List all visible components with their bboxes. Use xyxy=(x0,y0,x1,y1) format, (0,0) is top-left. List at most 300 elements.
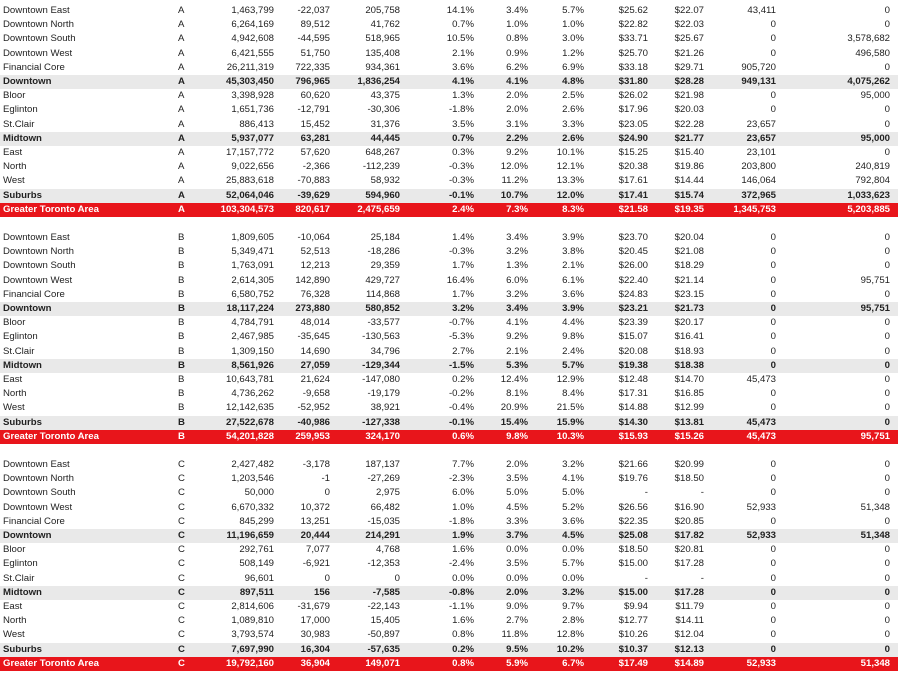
table-cell: 0.6% xyxy=(452,430,474,442)
table-cell: 20.9% xyxy=(500,402,528,414)
table-cell: $18.38 xyxy=(674,359,704,371)
table-cell: $22.07 xyxy=(674,5,704,16)
table-cell: 6.2% xyxy=(506,61,528,73)
table-cell: 0 xyxy=(770,459,776,470)
table-cell: 2,467,985 xyxy=(231,331,274,343)
table-cell: 7,077 xyxy=(305,544,330,556)
table-cell: 27,059 xyxy=(300,359,330,371)
table-cell: 31,376 xyxy=(370,118,400,130)
table-cell: $14.89 xyxy=(674,657,704,669)
table-cell: $25.08 xyxy=(618,530,648,541)
table-cell: 5,203,885 xyxy=(847,203,890,215)
table-cell: 54,201,828 xyxy=(225,430,274,442)
table-cell: 2.4% xyxy=(452,203,474,215)
table-cell: -2.3% xyxy=(448,473,474,485)
table-cell: B xyxy=(178,232,185,243)
table-cell: 214,291 xyxy=(365,530,400,541)
table-cell: -1.8% xyxy=(448,515,474,527)
table-cell: B xyxy=(178,388,185,400)
table-cell: $20.38 xyxy=(618,161,648,173)
table-cell: 3.9% xyxy=(562,232,584,243)
table-row xyxy=(0,245,898,259)
table-cell: 3.2% xyxy=(506,288,528,300)
table-cell: -0.1% xyxy=(448,416,474,428)
table-cell: 1.7% xyxy=(452,288,474,300)
table-cell: 9,022,656 xyxy=(231,161,274,173)
table-cell: 0 xyxy=(324,572,330,584)
table-cell: 1.3% xyxy=(506,260,528,272)
table-cell: Financial Core xyxy=(3,288,65,300)
table-cell: West xyxy=(3,402,25,414)
table-cell: A xyxy=(178,147,185,158)
subtotal-row xyxy=(0,643,898,657)
table-cell: A xyxy=(178,19,185,31)
table-cell: $17.82 xyxy=(674,530,704,541)
table-cell: -147,080 xyxy=(362,374,400,385)
table-cell: 820,617 xyxy=(295,203,330,215)
table-cell: A xyxy=(178,175,185,187)
table-cell: -0.3% xyxy=(448,246,474,258)
table-cell: 0 xyxy=(770,104,776,116)
table-cell: 2.0% xyxy=(506,586,528,598)
table-cell: 4.4% xyxy=(562,317,584,329)
table-cell: $15.25 xyxy=(618,147,648,158)
subtotal-row xyxy=(0,302,898,316)
table-row xyxy=(0,274,898,288)
table-cell: 0 xyxy=(884,104,890,116)
table-cell: 11,196,659 xyxy=(226,530,274,541)
table-cell: 51,348 xyxy=(860,657,890,669)
table-cell: 792,804 xyxy=(855,175,890,187)
table-cell: -30,306 xyxy=(367,104,400,116)
table-cell: 13,251 xyxy=(300,515,330,527)
table-cell: Greater Toronto Area xyxy=(3,657,99,669)
table-cell: 3.9% xyxy=(562,303,584,314)
table-cell: $17.41 xyxy=(618,189,648,201)
table-cell: 0 xyxy=(884,288,890,300)
table-cell: 9.8% xyxy=(506,430,528,442)
table-cell: 16,304 xyxy=(300,643,330,655)
table-cell: 2.4% xyxy=(562,345,584,357)
subtotal-row xyxy=(0,586,898,600)
table-cell: 0 xyxy=(884,544,890,556)
table-row xyxy=(0,345,898,359)
table-cell: 0 xyxy=(770,303,776,314)
table-cell: $15.93 xyxy=(618,430,648,442)
table-cell: $29.71 xyxy=(674,61,704,73)
table-cell: 9.0% xyxy=(506,601,528,612)
table-cell: -22,037 xyxy=(297,5,330,16)
table-cell: 25,184 xyxy=(370,232,400,243)
table-cell: 34,796 xyxy=(370,345,400,357)
table-cell: Downtown West xyxy=(3,274,73,286)
table-cell: B xyxy=(178,274,185,286)
table-cell: $19.76 xyxy=(618,473,648,485)
table-cell: $14.11 xyxy=(675,615,704,627)
table-cell: 5.2% xyxy=(562,501,584,513)
table-cell: $22.40 xyxy=(618,274,648,286)
table-cell: $15.74 xyxy=(674,189,704,201)
table-cell: C xyxy=(178,643,185,655)
table-cell: B xyxy=(178,260,185,272)
table-cell: 1,203,546 xyxy=(231,473,274,485)
table-cell: 0 xyxy=(770,629,776,641)
table-cell: -57,635 xyxy=(367,643,400,655)
table-cell: 15.4% xyxy=(500,416,528,428)
table-cell: 52,064,046 xyxy=(225,189,274,201)
table-cell: 45,473 xyxy=(746,430,776,442)
table-cell: Downtown East xyxy=(3,459,70,470)
table-cell: 1,836,254 xyxy=(357,76,400,87)
table-cell: 57,620 xyxy=(300,147,330,158)
table-cell: C xyxy=(178,601,185,612)
table-cell: 0 xyxy=(884,459,890,470)
table-cell: 12,213 xyxy=(300,260,330,272)
table-cell: 21,624 xyxy=(300,374,330,385)
table-cell: B xyxy=(178,402,185,414)
table-cell: 273,880 xyxy=(295,303,330,314)
table-cell: 0.0% xyxy=(506,572,528,584)
table-cell: 648,267 xyxy=(365,147,400,158)
table-cell: 66,482 xyxy=(370,501,400,513)
subtotal-row xyxy=(0,132,898,146)
table-cell: $21.26 xyxy=(674,47,704,59)
table-cell: North xyxy=(3,161,27,173)
table-cell: 63,281 xyxy=(300,132,330,144)
table-cell: St.Clair xyxy=(3,345,35,357)
table-cell: 2.7% xyxy=(506,615,528,627)
table-cell: B xyxy=(178,430,185,442)
table-cell: C xyxy=(178,487,185,499)
table-cell: -0.3% xyxy=(448,175,474,187)
subtotal-row xyxy=(0,189,898,203)
table-row xyxy=(0,557,898,571)
table-cell: 0.3% xyxy=(452,147,474,158)
table-cell: 6.9% xyxy=(562,61,584,73)
table-cell: 0 xyxy=(884,359,890,371)
table-cell: 103,304,573 xyxy=(220,203,274,215)
table-cell: 0 xyxy=(770,558,776,570)
table-cell: 518,965 xyxy=(365,33,400,45)
table-row xyxy=(0,458,898,472)
table-cell: 2.0% xyxy=(506,104,528,116)
table-cell: $16.90 xyxy=(674,501,704,513)
table-cell: 0 xyxy=(884,473,890,485)
table-cell: 8.3% xyxy=(562,203,584,215)
table-cell: Downtown South xyxy=(3,33,76,45)
table-cell: 0 xyxy=(770,331,776,343)
table-cell: Financial Core xyxy=(3,515,65,527)
table-cell: 0 xyxy=(770,33,776,45)
table-cell: 205,758 xyxy=(365,5,400,16)
table-cell: 0 xyxy=(884,586,890,598)
table-cell: 0 xyxy=(884,615,890,627)
table-cell: 0.8% xyxy=(506,33,528,45)
table-cell: 0.9% xyxy=(506,47,528,59)
table-cell: 203,800 xyxy=(741,161,776,173)
table-cell: 51,750 xyxy=(300,47,330,59)
table-cell: -15,035 xyxy=(367,515,400,527)
table-cell: $26.00 xyxy=(618,260,648,272)
table-cell: $25.70 xyxy=(618,47,648,59)
table-cell: $23.21 xyxy=(618,303,648,314)
table-cell: 5.3% xyxy=(506,359,528,371)
table-cell: C xyxy=(178,544,185,556)
table-cell: 45,473 xyxy=(746,416,776,428)
table-cell: 3.2% xyxy=(562,586,584,598)
table-cell: 10,643,781 xyxy=(225,374,274,385)
table-cell: Downtown xyxy=(3,530,52,541)
table-cell: $17.31 xyxy=(618,388,648,400)
table-cell: Downtown East xyxy=(3,5,70,16)
table-cell: 0 xyxy=(884,402,890,414)
table-cell: 7,697,990 xyxy=(231,643,274,655)
table-cell: -3,178 xyxy=(302,459,330,470)
table-cell: Greater Toronto Area xyxy=(3,430,99,442)
table-cell: Midtown xyxy=(3,586,42,598)
table-cell: 0 xyxy=(884,260,890,272)
table-cell: 27,522,678 xyxy=(225,416,274,428)
table-cell: $33.71 xyxy=(618,33,648,45)
table-cell: 1.0% xyxy=(506,19,528,31)
table-cell: C xyxy=(178,530,185,541)
table-cell: A xyxy=(178,33,185,45)
table-cell: 0 xyxy=(884,331,890,343)
table-cell: A xyxy=(178,203,185,215)
table-cell: 5.7% xyxy=(562,558,584,570)
table-cell: $14.70 xyxy=(674,374,704,385)
table-cell: $26.56 xyxy=(618,501,648,513)
table-cell: $17.28 xyxy=(674,586,704,598)
table-cell: 187,137 xyxy=(365,459,400,470)
table-cell: $10.26 xyxy=(618,629,648,641)
table-cell: 0 xyxy=(770,317,776,329)
table-cell: 934,361 xyxy=(365,61,400,73)
table-cell: 0 xyxy=(884,345,890,357)
table-cell: 25,883,618 xyxy=(225,175,274,187)
table-cell: -1 xyxy=(321,473,330,485)
table-cell: 19,792,160 xyxy=(225,657,274,669)
table-cell: -129,344 xyxy=(362,359,400,371)
table-cell: $12.77 xyxy=(618,615,648,627)
table-cell: 45,473 xyxy=(746,374,776,385)
table-cell: 4.8% xyxy=(562,76,584,87)
table-cell: $17.96 xyxy=(618,104,648,116)
table-cell: $14.30 xyxy=(618,416,648,428)
table-cell: 1,345,753 xyxy=(733,203,776,215)
table-cell: 3.5% xyxy=(506,473,528,485)
table-cell: 17,157,772 xyxy=(225,147,274,158)
table-cell: 1.2% xyxy=(562,47,584,59)
table-cell: 3.5% xyxy=(452,118,474,130)
table-cell: 0.8% xyxy=(452,657,474,669)
table-cell: 0 xyxy=(770,388,776,400)
table-row xyxy=(0,373,898,387)
table-cell: -7,585 xyxy=(372,586,400,598)
table-cell: $18.29 xyxy=(674,260,704,272)
table-row xyxy=(0,103,898,117)
table-cell: 60,620 xyxy=(300,90,330,102)
table-cell: 2,475,659 xyxy=(357,203,400,215)
table-cell: $21.73 xyxy=(674,303,704,314)
table-cell: -27,269 xyxy=(367,473,400,485)
table-cell: -6,921 xyxy=(302,558,330,570)
table-row xyxy=(0,614,898,628)
table-cell: B xyxy=(178,416,185,428)
table-cell: -9,658 xyxy=(302,388,330,400)
table-cell: Greater Toronto Area xyxy=(3,203,99,215)
table-cell: 2.5% xyxy=(562,90,584,102)
table-cell: 2.6% xyxy=(562,132,584,144)
table-row xyxy=(0,288,898,302)
table-cell: 95,751 xyxy=(860,274,890,286)
table-cell: 3,398,928 xyxy=(231,90,274,102)
table-cell: 9.2% xyxy=(506,147,528,158)
table-cell: 3.5% xyxy=(506,558,528,570)
table-cell: C xyxy=(178,629,185,641)
table-cell: -0.8% xyxy=(448,586,474,598)
table-cell: 0 xyxy=(770,515,776,527)
table-cell: 0 xyxy=(770,274,776,286)
table-cell: $12.99 xyxy=(674,402,704,414)
table-cell: 292,761 xyxy=(239,544,274,556)
table-cell: 14.1% xyxy=(446,5,474,16)
table-cell: 0 xyxy=(770,246,776,258)
table-cell: 96,601 xyxy=(244,572,274,584)
table-cell: $9.94 xyxy=(623,601,648,612)
table-cell: 45,303,450 xyxy=(225,76,274,87)
table-cell: $15.07 xyxy=(618,331,648,343)
table-cell: 3.4% xyxy=(506,232,528,243)
table-cell: 1,089,810 xyxy=(231,615,274,627)
table-cell: Suburbs xyxy=(3,643,42,655)
subtotal-row xyxy=(0,75,898,89)
table-cell: North xyxy=(3,388,27,400)
table-cell: $23.05 xyxy=(618,118,648,130)
table-cell: 4,768 xyxy=(375,544,400,556)
table-cell: 23,657 xyxy=(746,132,776,144)
table-row xyxy=(0,160,898,174)
table-cell: $24.83 xyxy=(618,288,648,300)
table-cell: 8,561,926 xyxy=(231,359,274,371)
table-cell: Suburbs xyxy=(3,416,42,428)
table-cell: 5.7% xyxy=(562,5,584,16)
table-cell: B xyxy=(178,359,185,371)
table-cell: -50,897 xyxy=(367,629,400,641)
table-cell: 949,131 xyxy=(741,76,776,87)
table-cell: $22.03 xyxy=(674,19,704,31)
table-cell: 4,736,262 xyxy=(231,388,274,400)
table-cell: 3.6% xyxy=(562,515,584,527)
table-cell: 0 xyxy=(884,246,890,258)
table-row xyxy=(0,146,898,160)
table-cell: 5.0% xyxy=(506,487,528,499)
table-cell: $20.85 xyxy=(674,515,704,527)
table-cell: -1.8% xyxy=(448,104,474,116)
table-row xyxy=(0,628,898,642)
table-cell: 17,000 xyxy=(300,615,330,627)
table-cell: 30,983 xyxy=(300,629,330,641)
table-cell: 1.9% xyxy=(452,530,474,541)
table-cell: 5.9% xyxy=(506,657,528,669)
table-cell: 6,670,332 xyxy=(231,501,274,513)
table-cell: 29,359 xyxy=(370,260,400,272)
table-cell: Downtown xyxy=(3,303,52,314)
table-cell: 95,751 xyxy=(860,303,890,314)
table-cell: 16.4% xyxy=(446,274,474,286)
table-cell: -35,645 xyxy=(297,331,330,343)
table-cell: 6.0% xyxy=(452,487,474,499)
table-cell: -1.1% xyxy=(448,601,474,612)
table-cell: $15.00 xyxy=(618,558,648,570)
table-cell: 0 xyxy=(884,19,890,31)
table-cell: $24.90 xyxy=(618,132,648,144)
table-cell: 0 xyxy=(770,473,776,485)
table-cell: -2,366 xyxy=(302,161,330,173)
table-cell: 0 xyxy=(770,402,776,414)
table-cell: 1,033,623 xyxy=(847,189,890,201)
table-cell: Downtown xyxy=(3,76,52,87)
table-cell: $20.04 xyxy=(674,232,704,243)
table-cell: 52,933 xyxy=(746,501,776,513)
table-cell: 6.1% xyxy=(562,274,584,286)
table-cell: 2.0% xyxy=(506,459,528,470)
table-cell: 13.3% xyxy=(556,175,584,187)
table-cell: - xyxy=(700,487,704,499)
table-cell: 10.3% xyxy=(556,430,584,442)
table-cell: St.Clair xyxy=(3,572,35,584)
table-cell: 36,904 xyxy=(300,657,330,669)
table-cell: -33,577 xyxy=(367,317,400,329)
table-cell: 1.6% xyxy=(452,615,474,627)
table-cell: Bloor xyxy=(3,317,26,329)
table-cell: $11.79 xyxy=(675,601,704,612)
table-cell: 3.8% xyxy=(562,246,584,258)
table-cell: 95,751 xyxy=(860,430,890,442)
table-cell: C xyxy=(178,586,185,598)
table-cell: 1,809,605 xyxy=(231,232,274,243)
table-cell: $15.26 xyxy=(674,430,704,442)
table-cell: 0 xyxy=(770,572,776,584)
table-row xyxy=(0,118,898,132)
table-cell: 0 xyxy=(884,5,890,16)
table-cell: 0.7% xyxy=(452,132,474,144)
table-cell: 10.7% xyxy=(500,189,528,201)
table-cell: 0.8% xyxy=(452,629,474,641)
table-cell: West xyxy=(3,629,25,641)
table-cell: -70,883 xyxy=(297,175,330,187)
table-cell: 3,578,682 xyxy=(847,33,890,45)
table-cell: East xyxy=(3,601,23,612)
table-cell: 23,657 xyxy=(746,118,776,130)
table-cell: C xyxy=(178,459,185,470)
table-cell: 3.4% xyxy=(506,5,528,16)
table-cell: Downtown South xyxy=(3,487,76,499)
table-cell: 2.0% xyxy=(506,90,528,102)
table-cell: 0.2% xyxy=(452,643,474,655)
table-cell: 21.5% xyxy=(556,402,584,414)
table-cell: 10,372 xyxy=(300,501,330,513)
table-cell: 0 xyxy=(770,544,776,556)
table-row xyxy=(0,4,898,18)
table-cell: 12.0% xyxy=(500,161,528,173)
table-row xyxy=(0,472,898,486)
table-cell: 43,411 xyxy=(747,5,776,16)
table-cell: B xyxy=(178,246,185,258)
table-cell: $22.28 xyxy=(674,118,704,130)
table-cell: 0 xyxy=(770,586,776,598)
table-row xyxy=(0,543,898,557)
